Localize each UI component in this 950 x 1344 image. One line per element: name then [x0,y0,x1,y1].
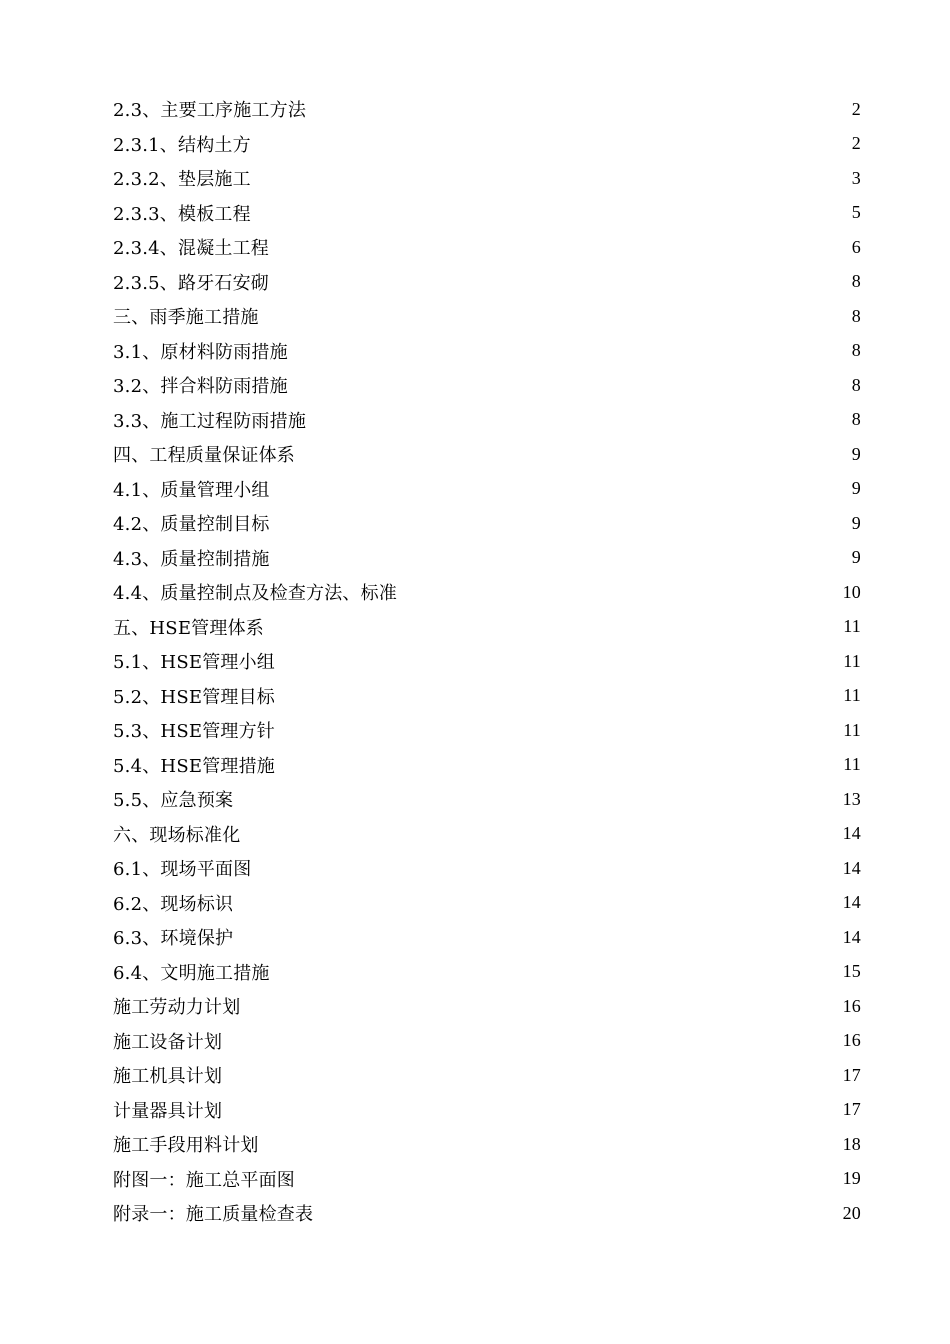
toc-entry[interactable] [113,1196,861,1231]
toc-entry[interactable] [113,851,861,886]
toc-entry-page: 20 [842,1202,861,1223]
toc-entry-title: 6.2、现场标识 [113,893,234,915]
toc-entry-page: 13 [842,788,861,809]
toc-entry-title: 2.3.4、混凝土工程 [113,238,269,260]
toc-entry-page: 2 [851,133,861,154]
toc-entry-title: 3.3、施工过程防雨措施 [113,410,307,432]
toc-entry-page: 11 [843,650,861,671]
toc-entry[interactable] [113,506,861,541]
toc-entry-title: 六、现场标准化 [113,824,241,846]
toc-entry[interactable] [113,1093,861,1128]
toc-entry-page: 3 [851,167,861,188]
toc-entry-title: 2.3.2、垫层施工 [113,169,251,191]
toc-entry-title: 五、HSE管理体系 [113,617,264,639]
toc-entry-title: 附图一：施工总平面图 [113,1169,295,1191]
toc-entry-title: 2.3.3、模板工程 [113,203,251,225]
toc-entry-title: 6.1、现场平面图 [113,859,252,881]
toc-entry-page: 8 [851,305,861,326]
toc-entry[interactable] [113,437,861,472]
toc-entry[interactable] [113,368,861,403]
toc-entry-title: 4.2、质量控制目标 [113,514,270,536]
toc-entry-title: 施工机具计划 [113,1066,223,1088]
toc-entry[interactable] [113,713,861,748]
toc-entry-page: 11 [843,685,861,706]
toc-entry[interactable] [113,748,861,783]
toc-entry[interactable] [113,127,861,162]
toc-entry[interactable] [113,92,861,127]
toc-entry-title: 3.1、原材料防雨措施 [113,341,288,363]
toc-entry-title: 2.3.1、结构土方 [113,134,251,156]
toc-entry[interactable] [113,541,861,576]
toc-entry-page: 10 [842,581,861,602]
toc-entry-page: 14 [842,857,861,878]
toc-entry[interactable] [113,161,861,196]
toc-entry[interactable] [113,472,861,507]
toc-entry-page: 5 [851,202,861,223]
toc-entry[interactable] [113,679,861,714]
toc-entry-title: 5.2、HSE管理目标 [113,686,275,708]
toc-entry-title: 2.3.5、路牙石安砌 [113,272,269,294]
toc-entry-page: 14 [842,823,861,844]
toc-entry[interactable] [113,886,861,921]
toc-entry[interactable] [113,299,861,334]
toc-entry[interactable] [113,1162,861,1197]
toc-entry-title: 4.4、质量控制点及检查方法、标准 [113,583,398,605]
toc-entry[interactable] [113,230,861,265]
toc-entry-page: 11 [843,754,861,775]
toc-entry-page: 17 [842,1064,861,1085]
toc-entry[interactable] [113,955,861,990]
toc-entry[interactable] [113,782,861,817]
toc-entry-page: 14 [842,926,861,947]
toc-entry-page: 2 [851,98,861,119]
toc-entry-title: 施工手段用料计划 [113,1135,259,1157]
toc-entry-page: 16 [842,995,861,1016]
toc-entry[interactable] [113,610,861,645]
toc-entry-page: 9 [851,512,861,533]
toc-entry-title: 5.1、HSE管理小组 [113,652,275,674]
toc-entry-page: 8 [851,409,861,430]
toc-entry-page: 14 [842,892,861,913]
toc-entry-page: 8 [851,271,861,292]
toc-entry-title: 4.3、质量控制措施 [113,548,270,570]
table-of-contents [113,92,861,1231]
toc-entry-title: 4.1、质量管理小组 [113,479,270,501]
toc-entry-page: 16 [842,1030,861,1051]
toc-entry-page: 6 [851,236,861,257]
toc-entry-title: 计量器具计划 [113,1100,223,1122]
toc-entry-page: 18 [842,1133,861,1154]
toc-entry-page: 9 [851,443,861,464]
toc-entry[interactable] [113,196,861,231]
toc-entry-title: 6.4、文明施工措施 [113,962,270,984]
toc-entry-page: 9 [851,547,861,568]
toc-entry-title: 施工劳动力计划 [113,997,241,1019]
toc-entry-title: 施工设备计划 [113,1031,223,1053]
toc-entry-page: 11 [843,616,861,637]
toc-entry[interactable] [113,644,861,679]
toc-entry-title: 5.3、HSE管理方针 [113,721,275,743]
toc-entry-page: 9 [851,478,861,499]
toc-entry[interactable] [113,817,861,852]
toc-entry[interactable] [113,403,861,438]
toc-entry[interactable] [113,1058,861,1093]
toc-entry-page: 17 [842,1099,861,1120]
toc-entry[interactable] [113,575,861,610]
toc-entry-title: 2.3、主要工序施工方法 [113,100,307,122]
toc-entry-title: 附录一：施工质量检查表 [113,1204,314,1226]
toc-entry[interactable] [113,1127,861,1162]
toc-entry-page: 15 [842,961,861,982]
toc-entry-page: 8 [851,340,861,361]
toc-entry[interactable] [113,1024,861,1059]
toc-entry-title: 5.4、HSE管理措施 [113,755,275,777]
toc-entry-title: 3.2、拌合料防雨措施 [113,376,288,398]
toc-entry[interactable] [113,265,861,300]
toc-entry[interactable] [113,989,861,1024]
toc-entry[interactable] [113,920,861,955]
toc-entry-title: 四、工程质量保证体系 [113,445,295,467]
toc-entry-page: 8 [851,374,861,395]
toc-entry-title: 6.3、环境保护 [113,928,234,950]
toc-entry-title: 5.5、应急预案 [113,790,234,812]
toc-entry-page: 11 [843,719,861,740]
toc-entry-page: 19 [842,1168,861,1189]
toc-entry-title: 三、雨季施工措施 [113,307,259,329]
toc-entry[interactable] [113,334,861,369]
